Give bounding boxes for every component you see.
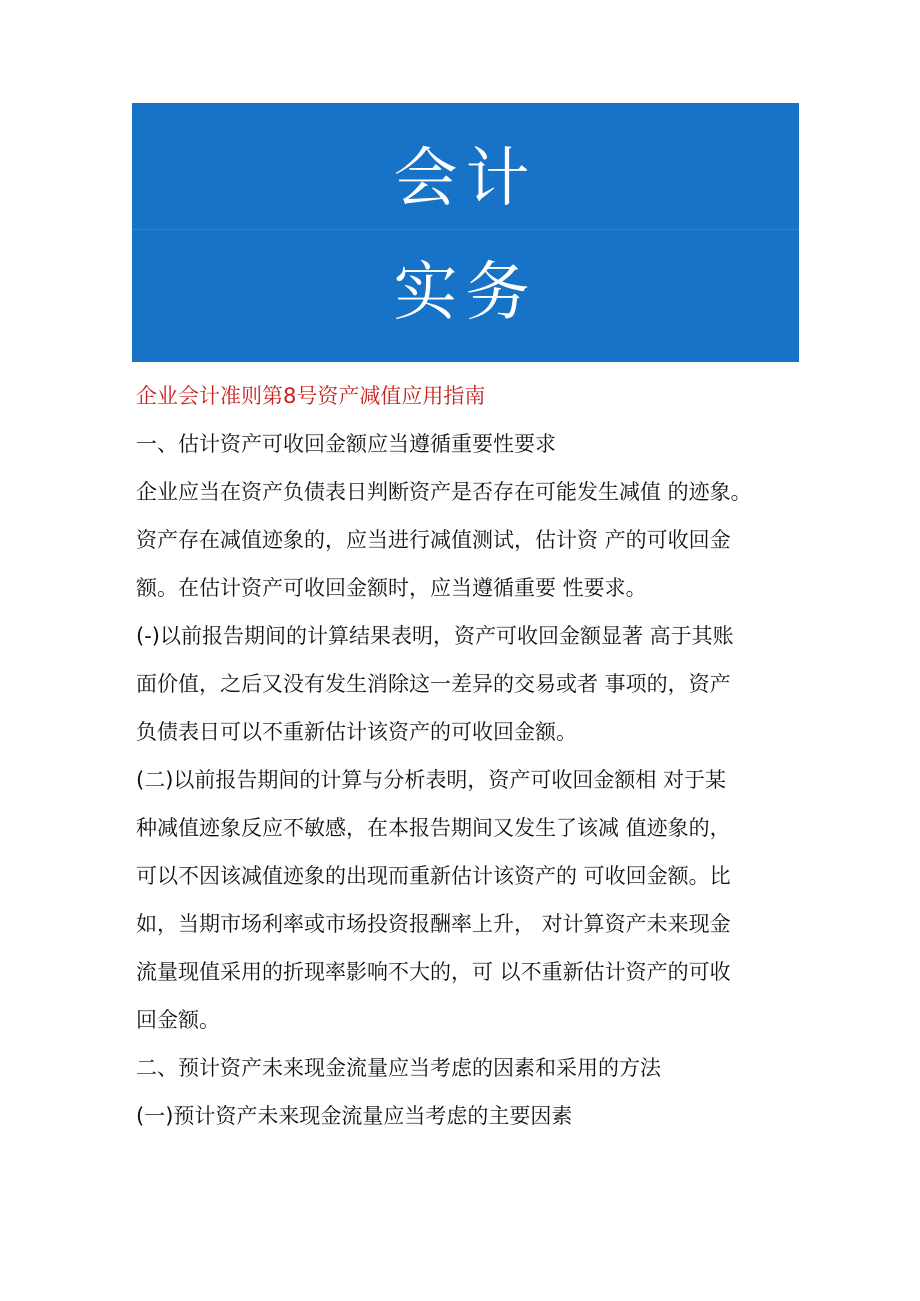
paragraph-line: 如，当期市场利率或市场投资报酬率上升， 对计算资产未来现金 (136, 912, 731, 936)
paragraph-line: 负债表日可以不重新估计该资产的可收回金额。 (136, 720, 577, 744)
banner-divider (132, 229, 799, 230)
subsection-heading: (一)预计资产未来现金流量应当考虑的主要因素 (136, 1104, 573, 1128)
banner-title-line-1: 会计 (393, 142, 538, 216)
cover-banner (132, 103, 799, 362)
paragraph-line: 种减值迹象反应不敏感，在本报告期间又发生了该减 值迹象的， (136, 816, 731, 840)
paragraph-line: 资产存在减值迹象的，应当进行减值测试，估计资 产的可收回金 (136, 528, 731, 552)
paragraph-line: 企业应当在资产负债表日判断资产是否存在可能发生减值 的迹象。 (136, 480, 752, 504)
paragraph-line: 回金额。 (136, 1008, 220, 1032)
document-title: 企业会计准则第8号资产减值应用指南 (136, 384, 486, 408)
document-body (136, 372, 816, 1140)
banner-title-line-2: 实务 (393, 256, 538, 330)
section-heading-2: 二、预计资产未来现金流量应当考虑的因素和采用的方法 (136, 1056, 661, 1080)
paragraph-line: 额。在估计资产可收回金额时，应当遵循重要 性要求。 (136, 576, 647, 600)
paragraph-line: 可以不因该减值迹象的出现而重新估计该资产的 可收回金额。比 (136, 864, 731, 888)
paragraph-line: (-)以前报告期间的计算结果表明，资产可收回金额显著 高于其账 (136, 624, 734, 648)
section-heading-1: 一、估计资产可收回金额应当遵循重要性要求 (136, 432, 556, 456)
paragraph-line: (二)以前报告期间的计算与分析表明，资产可收回金额相 对于某 (136, 768, 727, 792)
paragraph-line: 流量现值采用的折现率影响不大的，可 以不重新估计资产的可收 (136, 960, 731, 984)
paragraph-line: 面价值，之后又没有发生消除这一差异的交易或者 事项的，资产 (136, 672, 731, 696)
